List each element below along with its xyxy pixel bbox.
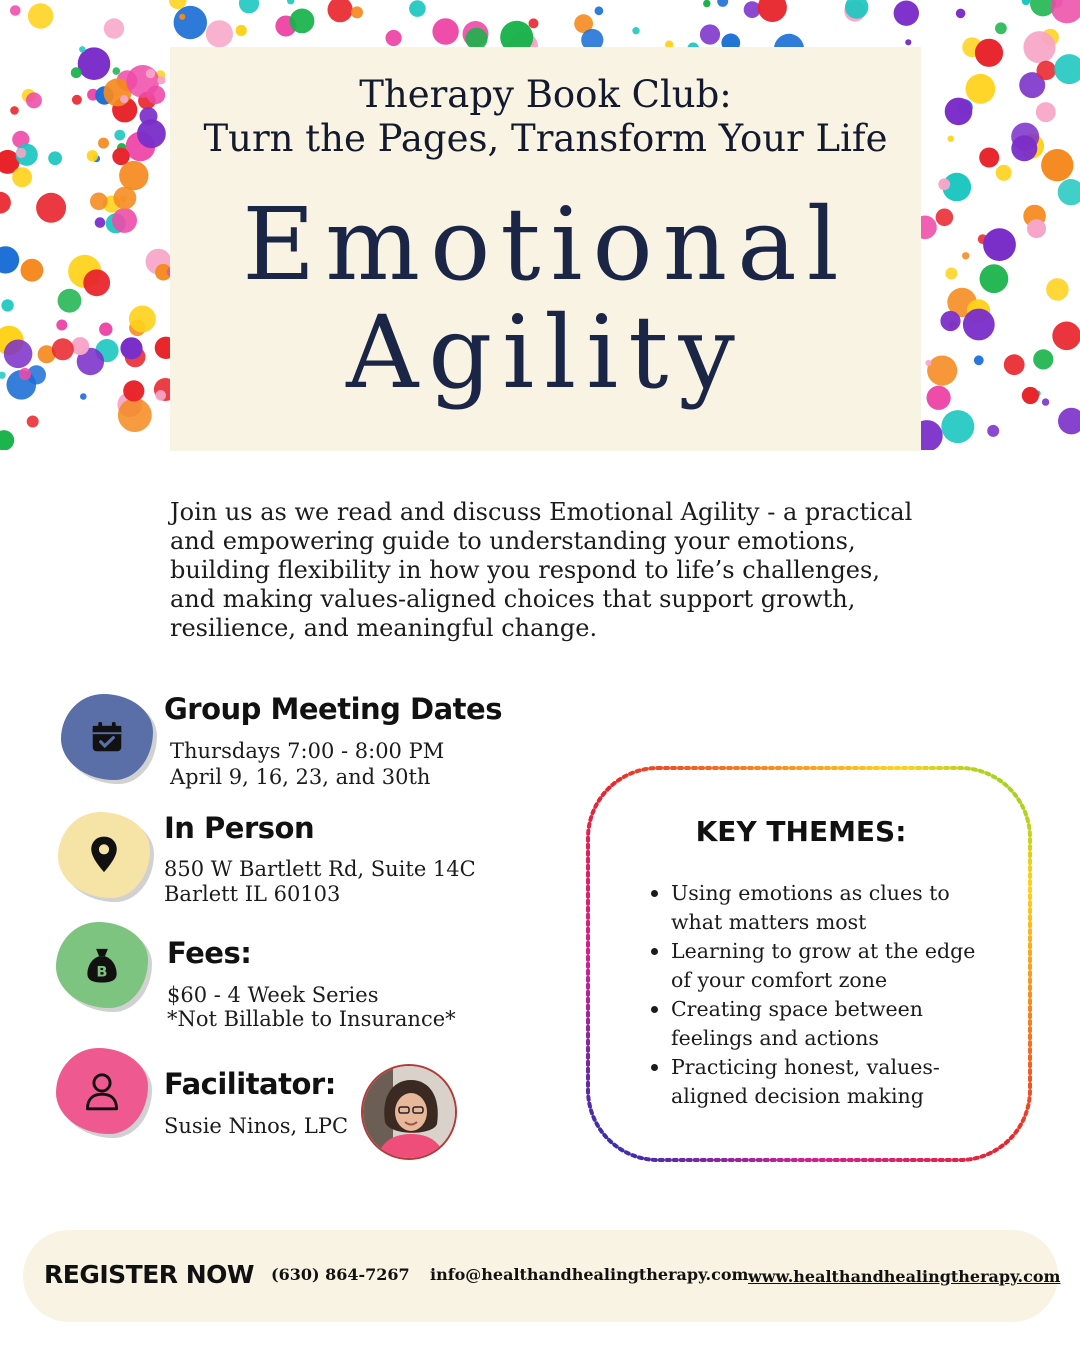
confetti-dot <box>174 6 207 39</box>
book-title-line-1: Emotional <box>242 186 849 303</box>
confetti-dot <box>112 208 137 233</box>
confetti-dot <box>905 39 911 45</box>
confetti-dot <box>56 320 67 331</box>
book-title <box>170 186 921 411</box>
confetti-dot <box>119 161 148 190</box>
confetti-dot <box>52 338 74 360</box>
facilitator-name: Susie Ninos, LPC <box>164 1114 349 1138</box>
dates-time: Thursdays 7:00 - 8:00 PM <box>170 739 445 763</box>
confetti-dot <box>700 24 720 44</box>
confetti-dot <box>146 69 155 78</box>
confetti-dot <box>987 425 999 437</box>
confetti-dot <box>87 150 98 161</box>
confetti-dot <box>118 398 152 432</box>
confetti-dot <box>632 27 639 34</box>
confetti-dot <box>409 0 426 17</box>
confetti-dot <box>1041 149 1073 181</box>
fees-price: $60 - 4 Week Series <box>167 983 379 1007</box>
theme-item: Creating space between feelings and actions <box>650 995 995 1053</box>
confetti-dot <box>140 107 158 125</box>
confetti-dot <box>979 148 999 168</box>
confetti-dot <box>19 368 31 380</box>
confetti-dot <box>940 311 960 331</box>
confetti-dot <box>975 39 1003 67</box>
confetti-dot <box>79 46 85 52</box>
confetti-dot <box>938 178 950 190</box>
email-link[interactable]: info@healthandhealingtherapy.com <box>430 1265 749 1284</box>
confetti-dot <box>966 74 996 104</box>
confetti-dot <box>1033 349 1053 369</box>
location-heading: In Person <box>164 811 315 845</box>
dates-list: April 9, 16, 23, and 30th <box>170 765 431 789</box>
location-city: Barlett IL 60103 <box>164 882 341 906</box>
confetti-dot <box>956 9 966 19</box>
confetti-dot <box>99 323 112 336</box>
confetti-dot <box>927 386 951 410</box>
confetti-dot <box>328 0 353 22</box>
confetti-dot <box>239 0 259 13</box>
confetti-dot <box>758 0 787 22</box>
intro-paragraph: Join us as we read and discuss Emotional Agility - a practical and empowering guide to understanding your emotions, building flexibility in how you respond to life’s challenges, and making values-aligned choices that support growth, resilience, and meaningful change. <box>170 498 913 642</box>
confetti-dot <box>703 0 710 7</box>
confetti-dot <box>28 3 53 28</box>
register-footer <box>23 1230 1061 1322</box>
confetti-dot <box>114 187 137 210</box>
confetti-dot <box>1022 387 1039 404</box>
fees-heading: Fees: <box>167 936 252 970</box>
confetti-dot <box>10 5 21 16</box>
map-pin-icon <box>87 835 121 875</box>
confetti-dot <box>12 167 32 187</box>
confetti-dot <box>1058 179 1080 205</box>
subtitle <box>170 73 921 161</box>
calendar-check-icon <box>88 718 126 756</box>
fees-icon-badge <box>56 922 148 1008</box>
confetti-dot <box>147 86 166 105</box>
confetti-dot <box>927 356 957 386</box>
confetti-dot <box>1022 0 1031 5</box>
confetti-dot <box>290 9 315 34</box>
confetti-dot <box>0 192 11 214</box>
confetti-dot <box>98 138 109 149</box>
confetti-dot <box>936 209 954 227</box>
confetti-dot <box>95 217 106 228</box>
confetti-dot <box>120 95 128 103</box>
location-icon-badge <box>58 812 150 898</box>
confetti-dot <box>83 269 110 296</box>
confetti-dot <box>894 1 919 26</box>
confetti-dot <box>71 337 89 355</box>
themes-title: KEY THEMES: <box>695 815 907 848</box>
confetti-dot <box>1054 54 1080 84</box>
confetti-dot <box>21 259 44 282</box>
confetti-dot <box>123 380 144 401</box>
confetti-dot <box>1027 219 1046 238</box>
confetti-dot <box>16 148 26 158</box>
confetti-dot <box>974 355 984 365</box>
confetti-dot <box>58 289 82 313</box>
facilitator-photo <box>361 1064 457 1160</box>
confetti-dot <box>962 252 969 259</box>
confetti-dot <box>963 309 995 341</box>
confetti-dot <box>90 193 108 211</box>
location-address: 850 W Bartlett Rd, Suite 14C <box>164 857 476 881</box>
confetti-dot <box>1036 102 1056 122</box>
themes-list <box>650 879 995 1111</box>
confetti-dot <box>1046 278 1069 301</box>
confetti-dot <box>206 20 233 47</box>
register-now-button[interactable]: REGISTER NOW <box>44 1260 254 1289</box>
confetti-dot <box>1011 135 1037 161</box>
confetti-dot <box>717 0 728 7</box>
fees-note: *Not Billable to Insurance* <box>167 1007 456 1031</box>
confetti-dot <box>155 390 166 401</box>
confetti-dot <box>1051 0 1080 23</box>
confetti-dot <box>945 268 957 280</box>
facilitator-heading: Facilitator: <box>164 1067 336 1101</box>
confetti-dot <box>179 14 185 20</box>
confetti-dot <box>925 360 931 366</box>
confetti-dot <box>10 106 19 115</box>
confetti-dot <box>157 76 165 84</box>
confetti-dot <box>27 416 39 428</box>
confetti-dot <box>1023 31 1055 63</box>
theme-item: Learning to grow at the edge of your comfort zone <box>650 937 995 995</box>
confetti-dot <box>1 299 13 311</box>
confetti-dot <box>983 228 1016 261</box>
confetti-dot <box>113 67 121 75</box>
money-bag-icon <box>84 946 120 984</box>
confetti-dot <box>945 98 973 126</box>
confetti-dot <box>48 151 62 165</box>
confetti-dot <box>595 6 604 15</box>
confetti-dot <box>1058 408 1080 435</box>
svg-text:B: B <box>96 963 108 981</box>
confetti-dot <box>0 372 6 379</box>
confetti-dot <box>104 18 124 38</box>
dates-heading: Group Meeting Dates <box>164 692 502 726</box>
confetti-dot <box>1042 398 1049 405</box>
confetti-dot <box>1037 61 1056 80</box>
facilitator-icon-badge <box>56 1048 148 1134</box>
confetti-dot <box>36 193 66 223</box>
confetti-dot <box>386 30 402 46</box>
theme-item: Using emotions as clues to what matters most <box>650 879 995 937</box>
phone-link[interactable]: (630) 864-7267 <box>271 1265 410 1284</box>
confetti-dot <box>351 6 363 18</box>
confetti-dot <box>432 18 458 44</box>
confetti-dot <box>948 136 954 142</box>
book-title-line-2: Agility <box>346 294 745 411</box>
dates-icon-badge <box>61 694 153 780</box>
confetti-dot <box>4 340 33 369</box>
confetti-dot <box>995 22 1007 34</box>
confetti-dot <box>26 92 42 108</box>
confetti-dot <box>980 264 1009 293</box>
confetti-dot <box>0 246 19 273</box>
confetti-dot <box>287 0 294 4</box>
theme-item: Practicing honest, values-aligned decision making <box>650 1053 995 1111</box>
user-icon <box>82 1070 122 1112</box>
confetti-dot <box>941 410 974 443</box>
confetti-dot <box>236 25 247 36</box>
confetti-dot <box>1004 354 1025 375</box>
confetti-dot <box>80 393 87 400</box>
confetti-dot <box>112 148 129 165</box>
confetti-dot <box>529 18 539 28</box>
confetti-dot <box>0 430 14 450</box>
confetti-dot <box>114 130 125 141</box>
title-card <box>170 47 921 451</box>
website-link[interactable]: www.healthandhealingtherapy.com <box>748 1267 1061 1286</box>
subtitle-line-2: Turn the Pages, Transform Your Life <box>203 117 888 160</box>
confetti-dot <box>996 165 1012 181</box>
confetti-dot <box>129 306 156 333</box>
confetti-dot <box>72 95 82 105</box>
confetti-dot <box>71 67 82 78</box>
confetti-dot <box>120 337 142 359</box>
confetti-dot <box>1052 322 1080 351</box>
subtitle-line-1: Therapy Book Club: <box>359 73 732 116</box>
